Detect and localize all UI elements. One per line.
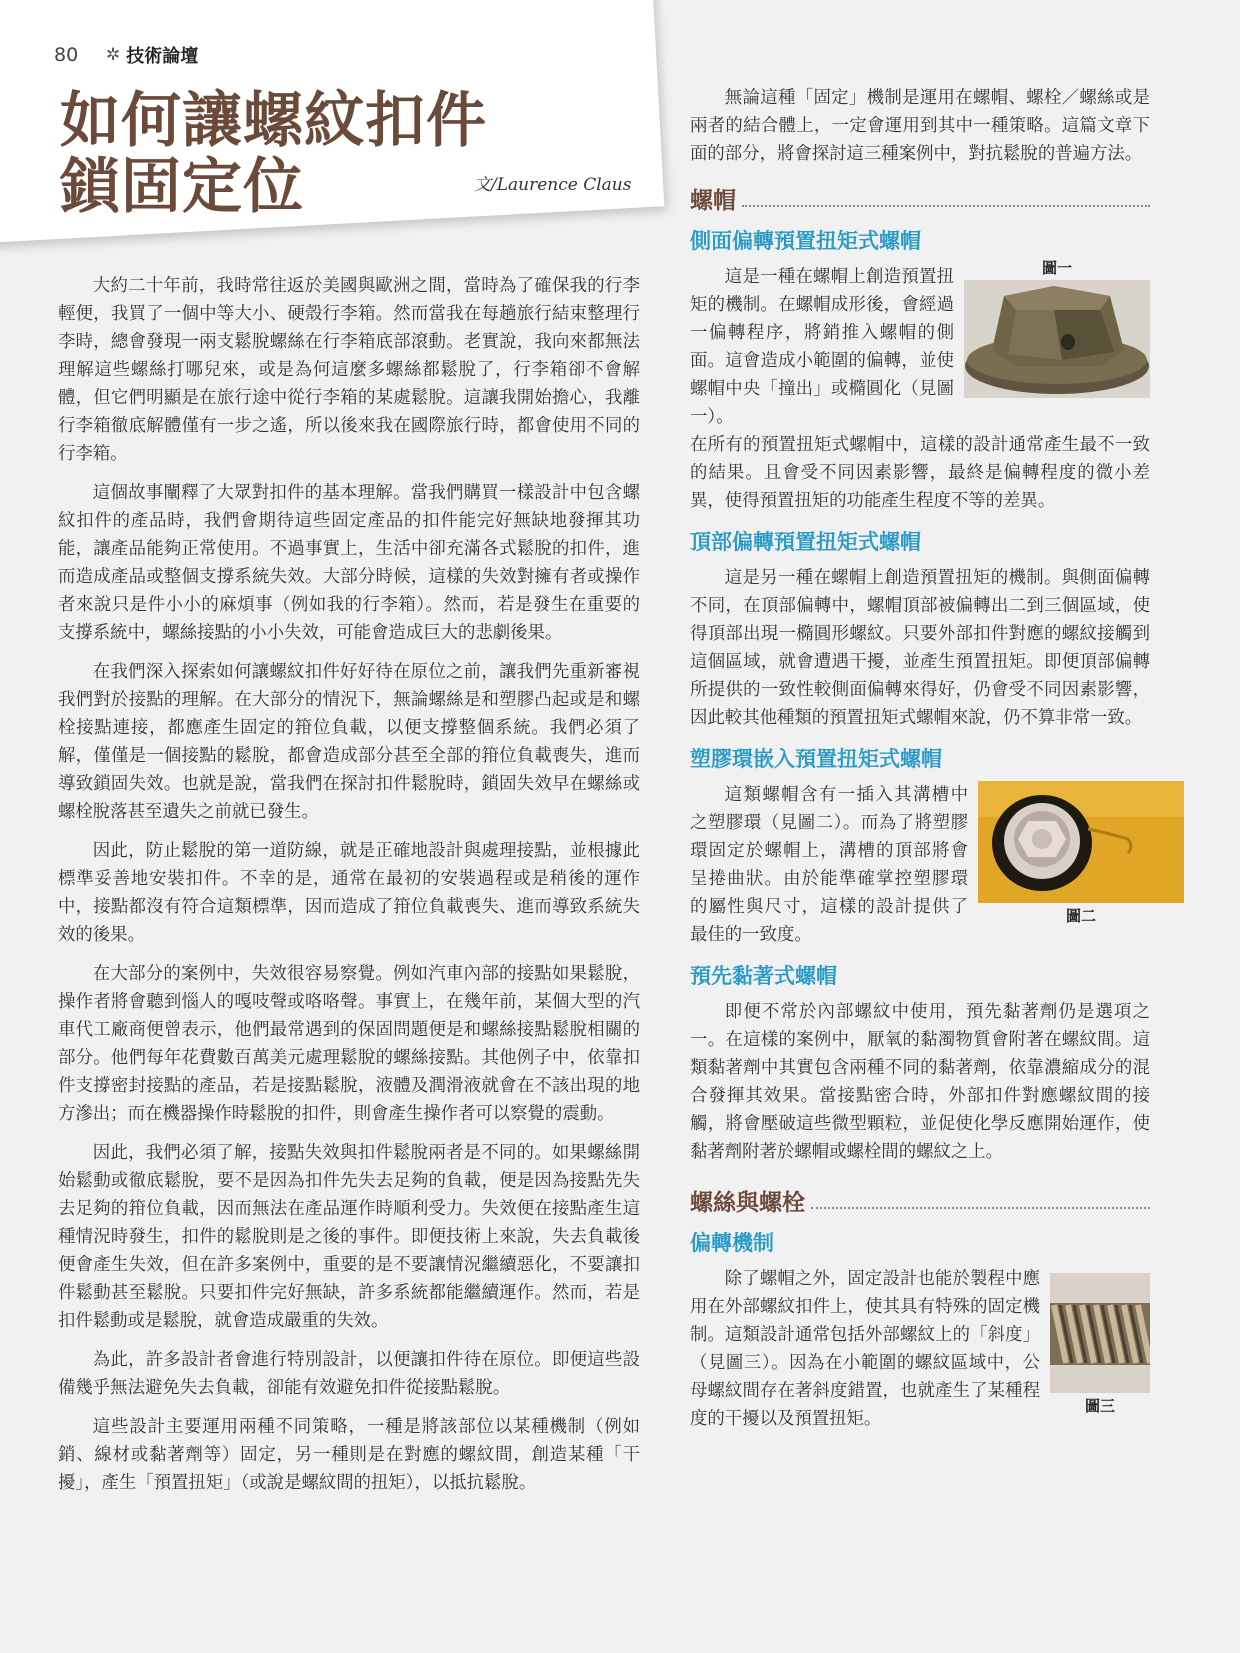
section-heading-text: 螺帽 [690,188,736,214]
paragraph: 即便不常於內部螺紋中使用，預先黏著劑仍是選項之一。在這樣的案例中，厭氧的黏濁物質會附著在螺紋間。這類黏著劑中其實包含兩種不同的黏著劑，依靠濃縮成分的混合發揮其效果。當接點密合時，外部扣件對應螺紋間的接觸，將會壓破這些微型顆粒，並促使化學反應開始運作，使黏著劑附著於螺帽或螺栓間的螺紋之上。 [690,1002,1150,1162]
page-number: 80 [54,44,79,66]
figure-3 [1050,1273,1150,1418]
figure-1-label: 圖一 [1041,259,1072,277]
subheading-top-deflection: 頂部偏轉預置扭矩式螺帽 [690,530,921,554]
paragraph: 除了螺帽之外，固定設計也能於製程中應用在外部螺紋扣件上，使其具有特殊的固定機制。這類設計通常包括外部螺紋上的「斜度」（見圖三）。因為在小範圍的螺紋區域中，公母螺紋間存在著斜度錯置，也就產生了某種程度的干擾以及預置扭矩。 [690,1269,1040,1429]
left-column [58,272,640,1508]
section-heading-screws-bolts [690,1184,1150,1217]
paragraph: 這是一種在螺帽上創造預置扭矩的機制。在螺帽成形後，會經過一偏轉程序，將銷推入螺帽的側面。這會造成小範圍的偏轉，並使螺帽中央「撞出」或橢圓化（見圖一）。 [690,267,954,427]
sparkle-icon: ✲ [106,45,121,65]
paragraph: 這些設計主要運用兩種不同策略，一種是將該部位以某種機制（例如銷、線材或黏著劑等）固定，另一種則是在對應的螺紋間，創造某種「干擾」，產生「預置扭矩」（或說是螺紋間的扭矩），以抵抗鬆脫。 [58,1417,640,1493]
article-title [60,88,487,220]
subheading-plastic-ring: 塑膠環嵌入預置扭矩式螺帽 [690,747,942,771]
paragraph: 在大部分的案例中，失效很容易察覺。例如汽車內部的接點如果鬆脫，操作者將會聽到惱人的嘎吱聲或咯咯聲。事實上，在幾年前，某個大型的汽車代工廠商便曾表示，他們最常遇到的保固問題便是和螺絲接點鬆脫相關的部分。他們每年花費數百萬美元處理鬆脫的螺絲接點。其他例子中，依靠扣件支撐密封接點的產品，若是接點鬆脫，液體及潤滑液就會在不該出現的地方滲出；而在機器操作時鬆脫的扣件，則會產生操作者可以察覺的震動。 [58,964,640,1124]
section-label: 技術論壇 [126,46,199,67]
thread-close-up-photo [1050,1273,1150,1393]
figure-2 [978,781,1184,928]
right-column [690,84,1150,1444]
subheading-pre-applied-adhesive: 預先黏著式螺帽 [690,964,837,988]
nylon-insert-nut-photo [978,781,1184,903]
paragraph: 這是另一種在螺帽上創造預置扭矩的機制。與側面偏轉不同，在頂部偏轉中，螺帽頂部被偏轉出二到三個區域，使得頂部出現一橢圓形螺紋。只要外部扣件對應的螺紋接觸到這個區域，就會遭遇干擾，並產生預置扭矩。即便頂部偏轉所提供的一致性較側面偏轉來得好，仍會受不同因素影響，因此較其他種類的預置扭矩式螺帽來說，仍不算非常一致。 [690,568,1150,728]
section-tag [106,42,198,68]
byline: 文/Laurence Claus [474,175,632,195]
intro-paragraph: 無論這種「固定」機制是運用在螺帽、螺栓／螺絲或是兩者的結合體上，一定會運用到其中一種策略。這篇文章下面的部分，將會探討這三種案例中，對抗鬆脫的普遍方法。 [690,88,1150,164]
section-heading-nuts [690,182,1150,215]
figure-2-label: 圖二 [1065,907,1096,925]
paragraph: 因此，防止鬆脫的第一道防線，就是正確地設計與處理接點，並根據此標準妥善地安裝扣件。不幸的是，通常在最初的安裝過程或是稍後的運作中，接點都沒有符合這類標準，因而造成了箝位負載喪失、進而導致系統失效的後果。 [58,841,640,945]
figure-1 [964,255,1150,398]
figure-3-label: 圖三 [1084,1397,1115,1415]
subheading-side-deflection: 側面偏轉預置扭矩式螺帽 [690,229,921,253]
dotted-rule [742,191,1150,207]
paragraph: 在我們深入探索如何讓螺紋扣件好好待在原位之前，讓我們先重新審視我們對於接點的理解。在大部分的情況下，無論螺絲是和塑膠凸起或是和螺栓接點連接，都應產生固定的箝位負載，以便支撐整個系統。我們必須了解，僅僅是一個接點的鬆脫，都會造成部分甚至全部的箝位負載喪失，進而導致鎖固失效。也就是說，當我們在探討扣件鬆脫時，鎖固失效早在螺絲或螺栓脫落甚至遺失之前就已發生。 [58,662,640,822]
section-heading-text: 螺絲與螺栓 [690,1190,805,1216]
dotted-rule [811,1193,1150,1209]
paragraph: 在所有的預置扭矩式螺帽中，這樣的設計通常產生最不一致的結果。且會受不同因素影響，最終是偏轉程度的微小差異，使得預置扭矩的功能產生程度不等的差異。 [690,435,1150,511]
title-line-2: 鎖固定位 [60,152,304,222]
flange-nut-photo [964,280,1150,398]
paragraph: 為此，許多設計者會進行特別設計，以便讓扣件待在原位。即便這些設備幾乎無法避免失去負載，卻能有效避免扣件從接點鬆脫。 [58,1350,640,1398]
paragraph: 這類螺帽含有一插入其溝槽中之塑膠環（見圖二）。而為了將塑膠環固定於螺帽上，溝槽的頂部將會呈捲曲狀。由於能準確掌控塑膠環的屬性與尺寸，這樣的設計提供了最佳的一致度。 [690,785,968,945]
title-line-1: 如何讓螺紋扣件 [60,86,487,156]
paragraph: 這個故事闡釋了大眾對扣件的基本理解。當我們購買一樣設計中包含螺紋扣件的產品時，我們會期待這些固定產品的扣件能完好無缺地發揮其功能，讓產品能夠正常使用。不過事實上，生活中卻充滿各式鬆脫的扣件，進而造成產品或整個支撐系統失效。大部分時候，這樣的失效對擁有者或操作者來說只是件小小的麻煩事（例如我的行李箱）。然而，若是發生在重要的支撐系統中，螺絲接點的小小失效，可能會造成巨大的悲劇後果。 [58,483,640,643]
paragraph: 大約二十年前，我時常往返於美國與歐洲之間，當時為了確保我的行李輕便，我買了一個中等大小、硬殼行李箱。然而當我在每趟旅行結束整理行李時，總會發現一兩支鬆脫螺絲在行李箱底部滾動。老實說，我向來都無法理解這些螺絲打哪兒來，或是為何這麼多螺絲都鬆脫了，行李箱卻不會解體，但它們明顯是在旅行途中從行李箱的某處鬆脫。這讓我開始擔心，我離行李箱徹底解體僅有一步之遙，所以後來我在國際旅行時，都會使用不同的行李箱。 [58,276,640,464]
paragraph: 因此，我們必須了解，接點失效與扣件鬆脫兩者是不同的。如果螺絲開始鬆動或徹底鬆脫，要不是因為扣件先失去足夠的負載，便是因為接點先失去足夠的箝位負載，因而無法在產品運作時順利受力。失效便在接點產生這種情況時發生，扣件的鬆脫則是之後的事件。即便技術上來說，失去負載後便會產生失效，但在許多案例中，重要的是不要讓情況繼續惡化，不要讓扣件鬆動甚至鬆脫。只要扣件完好無缺，許多系統都能繼續運作。然而，若是扣件鬆動或是鬆脫，就會造成嚴重的失效。 [58,1143,640,1331]
subheading-deflection-mechanism: 偏轉機制 [690,1231,774,1255]
